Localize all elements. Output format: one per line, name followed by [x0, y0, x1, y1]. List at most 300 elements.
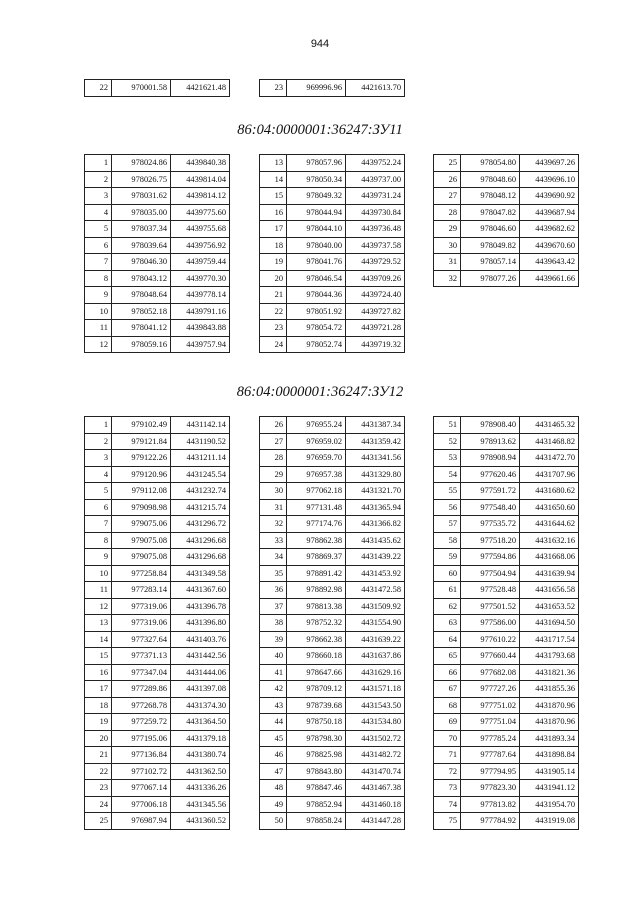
table-row — [260, 796, 405, 813]
table-row — [85, 516, 230, 533]
point-number: 6 — [85, 237, 112, 254]
point-number: 3 — [85, 450, 112, 467]
y-coordinate: 4439696.10 — [520, 171, 579, 188]
point-number: 3 — [85, 188, 112, 205]
table-row — [260, 237, 405, 254]
table-row — [434, 466, 579, 483]
point-number: 18 — [85, 697, 112, 714]
table-row — [85, 188, 230, 205]
y-coordinate: 4431793.68 — [520, 648, 579, 665]
coordinate-table — [433, 416, 579, 830]
x-coordinate: 978052.74 — [287, 336, 346, 353]
table-row — [260, 615, 405, 632]
table-row — [85, 697, 230, 714]
y-coordinate: 4431870.96 — [520, 697, 579, 714]
point-number: 18 — [260, 237, 287, 254]
x-coordinate: 977548.40 — [461, 499, 520, 516]
table-row — [434, 549, 579, 566]
table-row — [85, 155, 230, 172]
x-coordinate: 978908.94 — [461, 450, 520, 467]
y-coordinate: 4439690.92 — [520, 188, 579, 205]
point-number: 29 — [434, 221, 461, 238]
x-coordinate: 978026.75 — [112, 171, 171, 188]
y-coordinate: 4431447.28 — [346, 813, 405, 830]
x-coordinate: 978059.16 — [112, 336, 171, 353]
y-coordinate: 4431364.50 — [171, 714, 230, 731]
y-coordinate: 4431296.68 — [171, 549, 230, 566]
point-number: 23 — [85, 780, 112, 797]
point-number: 28 — [434, 204, 461, 221]
x-coordinate: 978046.60 — [461, 221, 520, 238]
y-coordinate: 4431321.70 — [346, 483, 405, 500]
point-number: 69 — [434, 714, 461, 731]
y-coordinate: 4439843.88 — [171, 320, 230, 337]
x-coordinate: 978044.94 — [287, 204, 346, 221]
table-row — [85, 499, 230, 516]
point-number: 32 — [260, 516, 287, 533]
x-coordinate: 976959.70 — [287, 450, 346, 467]
y-coordinate: 4431629.16 — [346, 664, 405, 681]
table-row — [260, 287, 405, 304]
y-coordinate: 4431336.26 — [171, 780, 230, 797]
y-coordinate: 4431821.36 — [520, 664, 579, 681]
table-row — [260, 188, 405, 205]
y-coordinate: 4439757.94 — [171, 336, 230, 353]
table-row — [434, 664, 579, 681]
x-coordinate: 978054.80 — [461, 155, 520, 172]
x-coordinate: 977319.06 — [112, 615, 171, 632]
x-coordinate: 977131.48 — [287, 499, 346, 516]
x-coordinate: 977823.30 — [461, 780, 520, 797]
table-row — [85, 631, 230, 648]
table-row — [260, 303, 405, 320]
table-row — [85, 237, 230, 254]
table-row — [85, 763, 230, 780]
y-coordinate: 4431245.54 — [171, 466, 230, 483]
table-row — [260, 270, 405, 287]
y-coordinate: 4431707.96 — [520, 466, 579, 483]
x-coordinate: 977591.72 — [461, 483, 520, 500]
x-coordinate: 978035.00 — [112, 204, 171, 221]
x-coordinate: 977258.84 — [112, 565, 171, 582]
table-row — [85, 336, 230, 353]
table-row — [434, 254, 579, 271]
point-number: 30 — [434, 237, 461, 254]
y-coordinate: 4431387.34 — [346, 417, 405, 434]
point-number: 62 — [434, 598, 461, 615]
point-number: 2 — [85, 433, 112, 450]
y-coordinate: 4431360.52 — [171, 813, 230, 830]
x-coordinate: 977289.86 — [112, 681, 171, 698]
point-number: 22 — [260, 303, 287, 320]
y-coordinate: 4439755.68 — [171, 221, 230, 238]
x-coordinate: 978813.38 — [287, 598, 346, 615]
table-row — [434, 796, 579, 813]
x-coordinate: 977006.18 — [112, 796, 171, 813]
y-coordinate: 4431465.32 — [520, 417, 579, 434]
table-row — [434, 780, 579, 797]
table-row — [434, 813, 579, 830]
point-number: 72 — [434, 763, 461, 780]
point-number: 9 — [85, 549, 112, 566]
point-number: 64 — [434, 631, 461, 648]
point-number: 25 — [434, 155, 461, 172]
point-number: 55 — [434, 483, 461, 500]
x-coordinate: 976959.02 — [287, 433, 346, 450]
y-coordinate: 4439791.16 — [171, 303, 230, 320]
x-coordinate: 977268.78 — [112, 697, 171, 714]
x-coordinate: 978798.30 — [287, 730, 346, 747]
y-coordinate: 4439814.12 — [171, 188, 230, 205]
x-coordinate: 978752.32 — [287, 615, 346, 632]
y-coordinate: 4439682.62 — [520, 221, 579, 238]
point-number: 17 — [85, 681, 112, 698]
y-coordinate: 4431367.60 — [171, 582, 230, 599]
x-coordinate: 978077.26 — [461, 270, 520, 287]
table-row — [85, 648, 230, 665]
point-number: 20 — [260, 270, 287, 287]
x-coordinate: 976955.24 — [287, 417, 346, 434]
x-coordinate: 977787.64 — [461, 747, 520, 764]
x-coordinate: 977319.06 — [112, 598, 171, 615]
x-coordinate: 977371.13 — [112, 648, 171, 665]
x-coordinate: 977813.82 — [461, 796, 520, 813]
point-number: 75 — [434, 813, 461, 830]
x-coordinate: 978862.38 — [287, 532, 346, 549]
x-coordinate: 978057.14 — [461, 254, 520, 271]
point-number: 48 — [260, 780, 287, 797]
x-coordinate: 977283.14 — [112, 582, 171, 599]
table-row — [260, 598, 405, 615]
y-coordinate: 4431211.14 — [171, 450, 230, 467]
point-number: 44 — [260, 714, 287, 731]
y-coordinate: 4439697.26 — [520, 155, 579, 172]
y-coordinate: 4439814.04 — [171, 171, 230, 188]
point-number: 31 — [434, 254, 461, 271]
x-coordinate: 978051.92 — [287, 303, 346, 320]
table-row — [85, 549, 230, 566]
point-number: 60 — [434, 565, 461, 582]
x-coordinate: 978047.82 — [461, 204, 520, 221]
point-number: 12 — [85, 598, 112, 615]
x-coordinate: 978825.98 — [287, 747, 346, 764]
y-coordinate: 4439775.60 — [171, 204, 230, 221]
table-row — [434, 532, 579, 549]
table-row — [260, 499, 405, 516]
x-coordinate: 978039.64 — [112, 237, 171, 254]
point-number: 6 — [85, 499, 112, 516]
y-coordinate: 4431694.50 — [520, 615, 579, 632]
y-coordinate: 4439719.32 — [346, 336, 405, 353]
x-coordinate: 977727.26 — [461, 681, 520, 698]
coordinate-table — [84, 154, 230, 353]
table-row — [434, 237, 579, 254]
table-row — [85, 270, 230, 287]
point-number: 54 — [434, 466, 461, 483]
point-number: 16 — [85, 664, 112, 681]
table-row — [260, 433, 405, 450]
y-coordinate: 4431668.06 — [520, 549, 579, 566]
point-number: 11 — [85, 582, 112, 599]
table-row — [260, 516, 405, 533]
point-number: 20 — [85, 730, 112, 747]
point-number: 21 — [260, 287, 287, 304]
y-coordinate: 4431680.62 — [520, 483, 579, 500]
y-coordinate: 4439670.60 — [520, 237, 579, 254]
y-coordinate: 4431482.72 — [346, 747, 405, 764]
table-row — [260, 763, 405, 780]
x-coordinate: 978057.96 — [287, 155, 346, 172]
x-coordinate: 978044.36 — [287, 287, 346, 304]
table-row — [85, 664, 230, 681]
page-number: 944 — [310, 38, 330, 50]
table-row — [434, 171, 579, 188]
x-coordinate: 978048.12 — [461, 188, 520, 205]
table-row — [260, 171, 405, 188]
y-coordinate: 4431650.60 — [520, 499, 579, 516]
point-number: 15 — [260, 188, 287, 205]
x-coordinate: 977794.95 — [461, 763, 520, 780]
table-row — [85, 565, 230, 582]
y-coordinate: 4431190.52 — [171, 433, 230, 450]
x-coordinate: 978043.12 — [112, 270, 171, 287]
y-coordinate: 4431366.82 — [346, 516, 405, 533]
x-coordinate: 978660.18 — [287, 648, 346, 665]
table-row — [260, 730, 405, 747]
y-coordinate: 4439731.24 — [346, 188, 405, 205]
table-row — [85, 813, 230, 830]
point-number: 65 — [434, 648, 461, 665]
point-number: 14 — [85, 631, 112, 648]
coordinate-table — [84, 79, 230, 97]
y-coordinate: 4431341.56 — [346, 450, 405, 467]
x-coordinate: 977501.52 — [461, 598, 520, 615]
x-coordinate: 979112.08 — [112, 483, 171, 500]
y-coordinate: 4431472.58 — [346, 582, 405, 599]
table-row — [434, 681, 579, 698]
table-row — [260, 565, 405, 582]
table-row — [260, 582, 405, 599]
point-number: 41 — [260, 664, 287, 681]
table-row — [85, 204, 230, 221]
table-row — [260, 221, 405, 238]
x-coordinate: 979098.98 — [112, 499, 171, 516]
y-coordinate: 4431855.36 — [520, 681, 579, 698]
x-coordinate: 979121.84 — [112, 433, 171, 450]
table-row — [260, 813, 405, 830]
table-row — [85, 433, 230, 450]
table-row — [85, 171, 230, 188]
table-row — [434, 433, 579, 450]
point-number: 22 — [85, 80, 112, 97]
y-coordinate: 4431543.50 — [346, 697, 405, 714]
x-coordinate: 977594.86 — [461, 549, 520, 566]
x-coordinate: 978054.72 — [287, 320, 346, 337]
y-coordinate: 4439737.00 — [346, 171, 405, 188]
x-coordinate: 979102.49 — [112, 417, 171, 434]
x-coordinate: 977785.24 — [461, 730, 520, 747]
x-coordinate: 977136.84 — [112, 747, 171, 764]
point-number: 61 — [434, 582, 461, 599]
point-number: 73 — [434, 780, 461, 797]
x-coordinate: 977610.22 — [461, 631, 520, 648]
point-number: 7 — [85, 254, 112, 271]
x-coordinate: 977062.18 — [287, 483, 346, 500]
x-coordinate: 978847.46 — [287, 780, 346, 797]
table-row — [434, 747, 579, 764]
table-row — [260, 417, 405, 434]
y-coordinate: 4431919.08 — [520, 813, 579, 830]
point-number: 53 — [434, 450, 461, 467]
x-coordinate: 977620.46 — [461, 466, 520, 483]
table-row — [260, 681, 405, 698]
x-coordinate: 978908.40 — [461, 417, 520, 434]
table-row — [85, 780, 230, 797]
x-coordinate: 977751.02 — [461, 697, 520, 714]
coordinate-table — [259, 416, 405, 830]
coordinate-table — [259, 79, 405, 97]
table-row — [260, 80, 405, 97]
table-row — [260, 466, 405, 483]
y-coordinate: 4431403.76 — [171, 631, 230, 648]
point-number: 51 — [434, 417, 461, 434]
table-row — [434, 221, 579, 238]
x-coordinate: 978892.98 — [287, 582, 346, 599]
point-number: 5 — [85, 483, 112, 500]
table-row — [434, 188, 579, 205]
table-row — [434, 516, 579, 533]
point-number: 31 — [260, 499, 287, 516]
x-coordinate: 978709.12 — [287, 681, 346, 698]
point-number: 21 — [85, 747, 112, 764]
y-coordinate: 4431502.72 — [346, 730, 405, 747]
table-row — [260, 254, 405, 271]
x-coordinate: 976957.38 — [287, 466, 346, 483]
y-coordinate: 4439661.66 — [520, 270, 579, 287]
x-coordinate: 977528.48 — [461, 582, 520, 599]
table-row — [260, 155, 405, 172]
x-coordinate: 979075.06 — [112, 516, 171, 533]
y-coordinate: 4431941.12 — [520, 780, 579, 797]
x-coordinate: 978037.34 — [112, 221, 171, 238]
point-number: 4 — [85, 204, 112, 221]
table-row — [85, 303, 230, 320]
y-coordinate: 4431329.80 — [346, 466, 405, 483]
table-row — [85, 747, 230, 764]
point-number: 25 — [85, 813, 112, 830]
point-number: 33 — [260, 532, 287, 549]
y-coordinate: 4431365.94 — [346, 499, 405, 516]
table-row — [260, 780, 405, 797]
x-coordinate: 977174.76 — [287, 516, 346, 533]
x-coordinate: 978662.38 — [287, 631, 346, 648]
point-number: 52 — [434, 433, 461, 450]
x-coordinate: 977259.72 — [112, 714, 171, 731]
point-number: 1 — [85, 155, 112, 172]
point-number: 74 — [434, 796, 461, 813]
y-coordinate: 4431396.78 — [171, 598, 230, 615]
point-number: 15 — [85, 648, 112, 665]
y-coordinate: 4431656.58 — [520, 582, 579, 599]
table-row — [434, 714, 579, 731]
x-coordinate: 978852.94 — [287, 796, 346, 813]
point-number: 13 — [85, 615, 112, 632]
y-coordinate: 4431534.80 — [346, 714, 405, 731]
table-row — [85, 320, 230, 337]
y-coordinate: 4431554.90 — [346, 615, 405, 632]
y-coordinate: 4431639.22 — [346, 631, 405, 648]
table-row — [434, 730, 579, 747]
point-number: 8 — [85, 270, 112, 287]
point-number: 36 — [260, 582, 287, 599]
table-row — [260, 747, 405, 764]
table-row — [434, 615, 579, 632]
x-coordinate: 978050.34 — [287, 171, 346, 188]
table-row — [434, 582, 579, 599]
point-number: 17 — [260, 221, 287, 238]
table-row — [260, 697, 405, 714]
point-number: 16 — [260, 204, 287, 221]
point-number: 23 — [260, 80, 287, 97]
x-coordinate: 970001.58 — [112, 80, 171, 97]
point-number: 10 — [85, 565, 112, 582]
x-coordinate: 978041.76 — [287, 254, 346, 271]
point-number: 10 — [85, 303, 112, 320]
point-number: 49 — [260, 796, 287, 813]
point-number: 22 — [85, 763, 112, 780]
y-coordinate: 4421621.48 — [171, 80, 230, 97]
x-coordinate: 969996.96 — [287, 80, 346, 97]
table-row — [260, 450, 405, 467]
table-row — [85, 598, 230, 615]
point-number: 34 — [260, 549, 287, 566]
table-row — [434, 499, 579, 516]
table-row — [434, 417, 579, 434]
point-number: 43 — [260, 697, 287, 714]
x-coordinate: 978052.18 — [112, 303, 171, 320]
x-coordinate: 978049.82 — [461, 237, 520, 254]
y-coordinate: 4431349.58 — [171, 565, 230, 582]
point-number: 14 — [260, 171, 287, 188]
table-row — [85, 532, 230, 549]
y-coordinate: 4431379.18 — [171, 730, 230, 747]
y-coordinate: 4431905.14 — [520, 763, 579, 780]
y-coordinate: 4439687.94 — [520, 204, 579, 221]
x-coordinate: 978044.10 — [287, 221, 346, 238]
point-number: 27 — [434, 188, 461, 205]
point-number: 26 — [434, 171, 461, 188]
table-row — [260, 204, 405, 221]
point-number: 19 — [85, 714, 112, 731]
y-coordinate: 4439770.30 — [171, 270, 230, 287]
point-number: 42 — [260, 681, 287, 698]
x-coordinate: 978913.62 — [461, 433, 520, 450]
y-coordinate: 4439752.24 — [346, 155, 405, 172]
x-coordinate: 978049.32 — [287, 188, 346, 205]
x-coordinate: 977751.04 — [461, 714, 520, 731]
y-coordinate: 4431362.50 — [171, 763, 230, 780]
point-number: 32 — [434, 270, 461, 287]
point-number: 7 — [85, 516, 112, 533]
table-row — [434, 270, 579, 287]
y-coordinate: 4431509.92 — [346, 598, 405, 615]
point-number: 47 — [260, 763, 287, 780]
y-coordinate: 4431470.74 — [346, 763, 405, 780]
point-number: 56 — [434, 499, 461, 516]
x-coordinate: 977682.08 — [461, 664, 520, 681]
table-row — [260, 483, 405, 500]
y-coordinate: 4431644.62 — [520, 516, 579, 533]
